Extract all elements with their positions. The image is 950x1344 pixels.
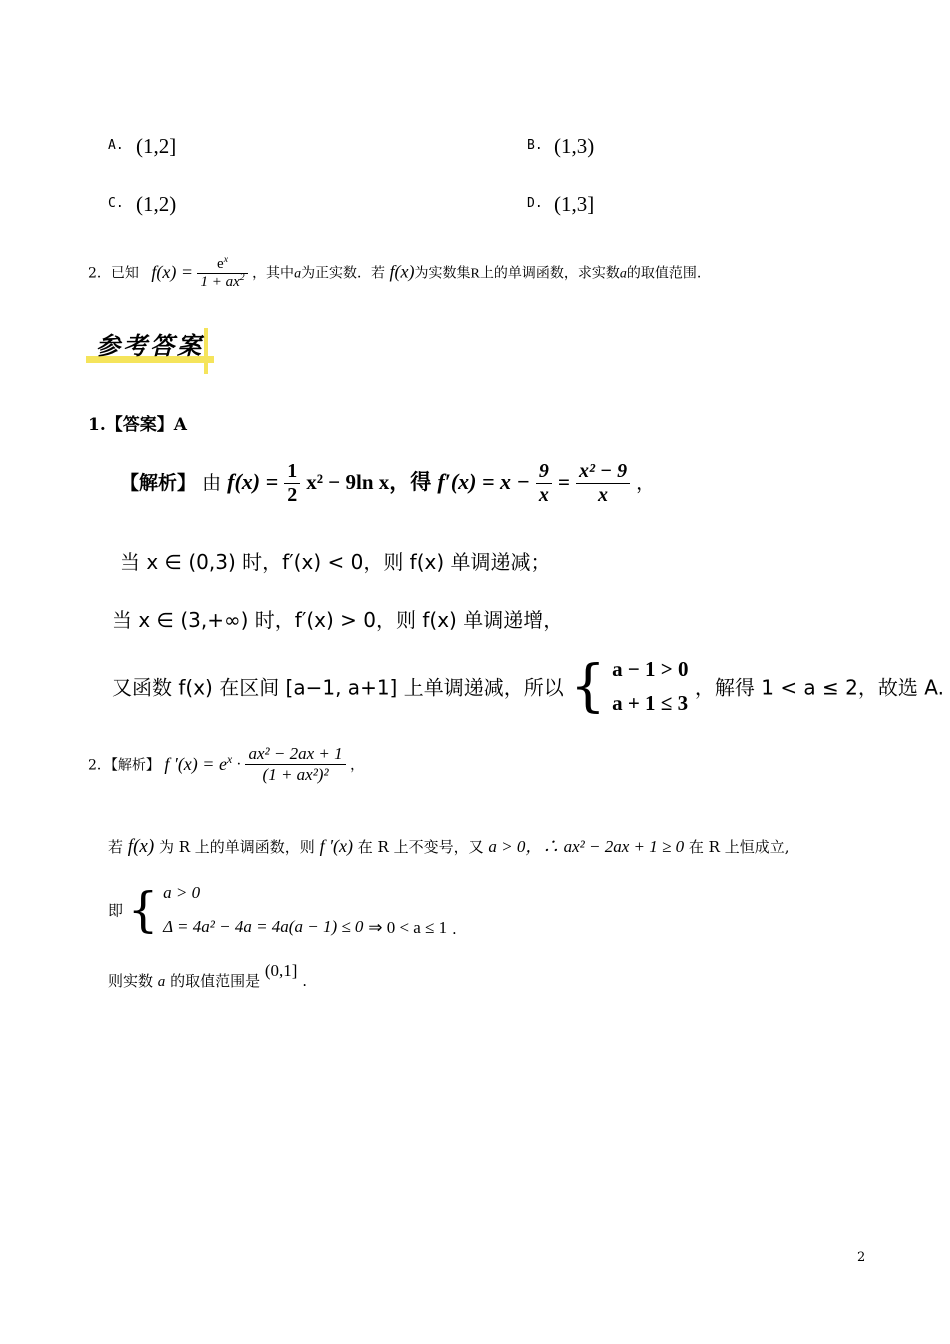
function-label: f(x) bbox=[389, 261, 415, 282]
inequality-system bbox=[612, 652, 688, 720]
text: 又函数 f(x) 在区间 [a−1, a+1] 上单调递减，所以 bbox=[112, 675, 564, 700]
option-d bbox=[527, 192, 543, 211]
answer-header bbox=[86, 322, 214, 372]
variable: a bbox=[157, 974, 166, 990]
function-label: f(x) = bbox=[227, 469, 279, 494]
text: 为实数集 bbox=[414, 265, 471, 282]
text: . bbox=[451, 920, 457, 938]
analysis-label: 2．【解析】 bbox=[88, 757, 160, 774]
text: . bbox=[302, 972, 308, 990]
fraction bbox=[245, 744, 345, 785]
set-symbol: R bbox=[470, 266, 480, 282]
inequality-system bbox=[163, 876, 363, 944]
text: 为 R 上的单调函数，则 bbox=[158, 838, 315, 856]
option-b bbox=[527, 134, 543, 153]
numerator: 9 bbox=[536, 460, 552, 484]
numerator: e bbox=[217, 256, 224, 272]
denominator: x bbox=[598, 484, 609, 506]
system-line: a − 1 > 0 bbox=[612, 657, 689, 681]
system-line: a + 1 ≤ 3 bbox=[612, 691, 689, 715]
text: 上的单调函数，求实数 bbox=[479, 265, 620, 282]
option-letter: D. bbox=[527, 196, 543, 211]
text: x² − 9ln x，得 bbox=[306, 470, 432, 494]
option-d-value: (1,3] bbox=[554, 192, 595, 216]
range-value: (0,1] bbox=[264, 961, 298, 980]
text: 在 R 上恒成立, bbox=[688, 838, 790, 856]
exponent: 2 bbox=[239, 272, 245, 283]
inequality: a > 0，∴ ax² − 2ax + 1 ≥ 0 bbox=[488, 837, 685, 856]
option-a-value: (1,2] bbox=[136, 134, 177, 158]
answer-1-line-1 bbox=[120, 460, 655, 507]
answer-1-title: 1.【答案】A bbox=[88, 415, 187, 435]
option-c bbox=[108, 192, 124, 211]
text: ， bbox=[636, 472, 656, 494]
derivative-label bbox=[164, 754, 232, 774]
text: 即 bbox=[108, 901, 124, 920]
numerator: ax² − 2ax + 1 bbox=[245, 744, 345, 765]
dot: · bbox=[236, 756, 242, 773]
question-number: 2．已知 bbox=[88, 265, 139, 282]
answer-2-line-1 bbox=[88, 744, 364, 785]
text: 由 bbox=[202, 472, 222, 494]
variable: a bbox=[619, 266, 627, 282]
text: 在 R 上不变号，又 bbox=[357, 838, 484, 856]
answer-header-text: 参考答案 bbox=[96, 331, 204, 360]
fraction bbox=[536, 460, 552, 507]
denominator: (1 + ax²)² bbox=[262, 765, 329, 784]
text: f ′(x) = e bbox=[164, 754, 227, 774]
text: 的取值范围. bbox=[626, 265, 702, 282]
text: 则实数 bbox=[108, 972, 154, 990]
equals: = bbox=[557, 470, 570, 494]
function-label: f(x) = bbox=[151, 261, 193, 282]
option-letter: B. bbox=[527, 138, 543, 153]
implication: ⇒ 0 < a ≤ 1 bbox=[368, 918, 448, 937]
text: ，解得 1 < a ≤ 2，故选 A. bbox=[694, 675, 944, 700]
system-line: a > 0 bbox=[163, 883, 201, 902]
option-letter: A. bbox=[108, 138, 124, 153]
option-letter: C. bbox=[108, 196, 124, 211]
option-c-value: (1,2) bbox=[136, 192, 177, 216]
question-2 bbox=[88, 256, 701, 291]
exponent: x bbox=[223, 254, 229, 265]
variable: a bbox=[294, 266, 302, 282]
function-label: f(x) bbox=[127, 836, 155, 857]
text: 为正实数．若 bbox=[301, 265, 386, 282]
numerator: x² − 9 bbox=[576, 460, 630, 484]
option-b-value: (1,3) bbox=[554, 134, 595, 158]
text: 若 bbox=[108, 838, 124, 856]
answer-2-line-3 bbox=[108, 876, 457, 944]
denominator: 1 + ax bbox=[200, 274, 240, 290]
option-a bbox=[108, 134, 124, 153]
header-marker bbox=[204, 328, 208, 374]
text: ，其中 bbox=[252, 265, 295, 282]
system-line: Δ = 4a² − 4a = 4a(a − 1) ≤ 0 bbox=[163, 917, 364, 936]
fraction bbox=[284, 460, 300, 507]
answer-2-line-2 bbox=[108, 832, 789, 858]
brace-icon: { bbox=[570, 653, 606, 719]
fraction bbox=[576, 460, 630, 507]
answer-1-line-2: 当 x ∈ (0,3) 时，f′(x) < 0，则 f(x) 单调递减； bbox=[120, 550, 551, 574]
derivative-label: f′(x) = x − bbox=[437, 469, 530, 494]
exponent: x bbox=[226, 753, 233, 766]
text: ， bbox=[350, 757, 365, 774]
answer-1-line-3: 当 x ∈ (3,+∞) 时，f′(x) > 0，则 f(x) 单调递增， bbox=[112, 608, 564, 632]
answer-1-line-4 bbox=[112, 652, 944, 720]
denominator: 2 bbox=[287, 484, 298, 506]
derivative-label: f ′(x) bbox=[319, 836, 353, 856]
brace-icon: { bbox=[127, 882, 159, 938]
fraction bbox=[197, 256, 247, 291]
denominator: x bbox=[538, 484, 549, 506]
analysis-label: 【解析】 bbox=[120, 472, 197, 494]
page-number: 2 bbox=[857, 1250, 866, 1265]
numerator: 1 bbox=[284, 460, 300, 484]
answer-2-line-4 bbox=[108, 961, 308, 991]
text: 的取值范围是 bbox=[170, 972, 261, 990]
